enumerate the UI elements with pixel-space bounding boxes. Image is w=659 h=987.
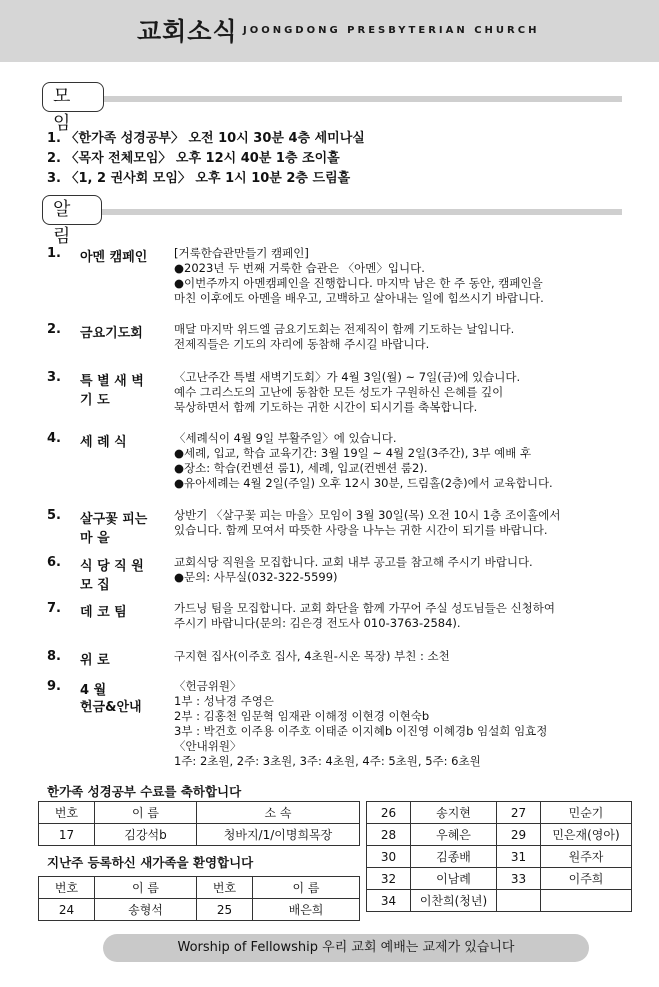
notice-item-baptism — [47, 431, 637, 493]
table-cell: 31 — [497, 846, 541, 868]
completion-table-title: 한가족 성경공부 수료를 축하합니다 — [47, 784, 242, 799]
notice-item-cafeteria-staff — [47, 555, 637, 593]
notice-item-deco-team — [47, 601, 637, 633]
notice-item-campaign — [47, 246, 637, 306]
table-header-cell: 이 름 — [253, 877, 360, 899]
table-cell: 이주희 — [541, 868, 632, 890]
notice-label: 금요기도회 — [80, 326, 143, 341]
table-cell: 민순기 — [541, 802, 632, 824]
table-cell: 이찬희(청년) — [411, 890, 497, 912]
table-row — [367, 824, 632, 846]
table-cell: 송형석 — [95, 899, 197, 921]
table-row — [39, 824, 360, 846]
table-cell: 30 — [367, 846, 411, 868]
table-cell — [497, 890, 541, 912]
table-cell: 17 — [39, 824, 95, 846]
table-cell: 27 — [497, 802, 541, 824]
notice-label: 4 월 헌금&안내 — [80, 683, 142, 715]
table-row — [39, 899, 360, 921]
notice-content: [거룩한습관만들기 캠페인] ●2023년 두 번째 거룩한 습관은 〈아멘〉입니다. ●이번주까지 아멘캠페인을 진행합니다. 마지막 남은 한 주 동안, 캠페인을 마친 이후에도 아멘을 배우고, 고백하고 살아내는 일에 힘쓰시기 바랍니다. — [174, 246, 544, 305]
notice-item-dawn-prayer — [47, 370, 637, 416]
notice-item-apricot-village — [47, 508, 637, 546]
table-header-cell: 이 름 — [95, 877, 197, 899]
notice-number: 4. — [47, 431, 61, 446]
header-banner — [0, 0, 659, 62]
table-cell: 33 — [497, 868, 541, 890]
completion-table — [38, 801, 360, 846]
table-cell — [541, 890, 632, 912]
notice-number: 6. — [47, 555, 61, 570]
notice-label: 데 코 팀 — [80, 605, 127, 620]
notice-label: 식 당 직 원 모 집 — [80, 559, 144, 593]
meetings-section-title: 모 임 — [42, 82, 104, 112]
table-cell: 32 — [367, 868, 411, 890]
table-cell: 24 — [39, 899, 95, 921]
notice-content: 교회식당 직원을 모집합니다. 교회 내부 공고를 참고해 주시기 바랍니다. ●문의: 사무실(032-322-5599) — [174, 555, 533, 584]
notice-content: 〈헌금위원〉 1부 : 성낙경 주영은 2부 : 김홍천 임문혁 임재관 이해정 이현경 이현숙b 3부 : 박건호 이주용 이주호 이태준 이지혜b 이진영 이혜경b 임설희 임효정 〈안내위원〉 1주: 2초원, 2주: 3초원, 3주: 4초원, 4주: 5초원, 5주: 6초원 — [174, 679, 548, 768]
notice-content: 가드닝 팀을 모집합니다. 교회 화단을 함께 가꾸어 주실 성도님들은 신청하여 주시기 바랍니다(문의: 김은경 전도사 010-3763-2584). — [174, 601, 555, 630]
notice-label: 특 별 새 벽 기 도 — [80, 374, 144, 408]
notice-content: 〈고난주간 특별 새벽기도회〉가 4월 3일(월) ~ 7일(금)에 있습니다. 예수 그리스도의 고난에 동참한 모든 성도가 구원하신 은혜를 깊이 묵상하면서 함께 기도하는 귀한 시간이 되시기를 축복합니다. — [174, 370, 521, 414]
table-cell: 이남례 — [411, 868, 497, 890]
notice-number: 1. — [47, 246, 61, 261]
table-cell: 우혜은 — [411, 824, 497, 846]
table-cell: 29 — [497, 824, 541, 846]
table-row — [367, 868, 632, 890]
church-name: JOONGDONG PRESBYTERIAN CHURCH — [243, 25, 540, 36]
table-header-cell: 번호 — [39, 802, 95, 824]
table-header-cell: 소 속 — [197, 802, 360, 824]
table-row — [367, 890, 632, 912]
notice-label: 살구꽃 피는 마 을 — [80, 512, 148, 546]
notice-label: 위 로 — [80, 653, 110, 668]
table-cell: 배은희 — [253, 899, 360, 921]
notice-number: 8. — [47, 649, 61, 664]
notice-label: 아멘 캠페인 — [80, 250, 148, 265]
table-cell: 28 — [367, 824, 411, 846]
notice-content: 매달 마지막 위드엘 금요기도회는 전제직이 함께 기도하는 날입니다. 전제직들은 기도의 자리에 동참해 주시길 바랍니다. — [174, 322, 515, 351]
notice-number: 9. — [47, 679, 61, 694]
notice-item-condolence — [47, 649, 637, 667]
table-header-row — [39, 877, 360, 899]
table-header-cell: 번호 — [197, 877, 253, 899]
footer-banner: Worship of Fellowship 우리 교회 예배는 교제가 있습니다 — [103, 934, 589, 962]
notice-number: 7. — [47, 601, 61, 616]
notices-section-bar — [102, 209, 622, 215]
table-cell: 원주자 — [541, 846, 632, 868]
table-cell: 김종배 — [411, 846, 497, 868]
table-cell: 민은재(영아) — [541, 824, 632, 846]
table-cell: 34 — [367, 890, 411, 912]
table-row — [367, 846, 632, 868]
table-row — [367, 802, 632, 824]
table-cell: 김강석b — [95, 824, 197, 846]
table-cell: 25 — [197, 899, 253, 921]
table-cell: 송지현 — [411, 802, 497, 824]
notice-number: 5. — [47, 508, 61, 523]
notice-item-friday-prayer — [47, 322, 637, 354]
page-title: 교회소식 — [137, 17, 238, 46]
notice-item-offering-guide — [47, 679, 637, 771]
table-header-row — [39, 802, 360, 824]
table-cell: 청바지/1/이명희목장 — [197, 824, 360, 846]
meeting-item: 1. 〈한가족 성경공부〉 오전 10시 30분 4층 세미나실 — [47, 131, 365, 146]
meeting-item: 2. 〈목자 전체모임〉 오후 12시 40분 1층 조이홀 — [47, 151, 340, 166]
notice-content: 〈세례식이 4월 9일 부활주일〉에 있습니다. ●세례, 입교, 학습 교육기간: 3월 19일 ~ 4월 2일(3주간), 3부 예배 후 ●장소: 학습(컨벤션 룸1), 세례, 입교(컨벤션 룸2). ●유아세례는 4월 2일(주일) 오후 12시 30분, 드림홀(2층)에서 교육합니다. — [174, 431, 553, 490]
newcomer-table — [38, 876, 360, 921]
newcomer-table-continued — [366, 801, 632, 912]
notice-label: 세 례 식 — [80, 435, 127, 450]
table-header-cell: 번호 — [39, 877, 95, 899]
newcomer-table-title: 지난주 등록하신 새가족을 환영합니다 — [47, 855, 254, 870]
meeting-item: 3. 〈1, 2 권사회 모임〉 오후 1시 10분 2층 드림홀 — [47, 171, 351, 186]
notice-content: 상반기 〈살구꽃 피는 마을〉모임이 3월 30일(목) 오전 10시 1층 조이홀에서 있습니다. 함께 모여서 따뜻한 사랑을 나누는 귀한 시간이 되기를 바랍니다. — [174, 508, 561, 537]
notice-content: 구지현 집사(이주호 집사, 4초원-시온 목장) 부친 : 소천 — [174, 649, 450, 663]
table-header-cell: 이 름 — [95, 802, 197, 824]
notice-number: 2. — [47, 322, 61, 337]
notice-number: 3. — [47, 370, 61, 385]
table-cell: 26 — [367, 802, 411, 824]
notices-section-title: 알 림 — [42, 195, 102, 225]
meetings-section-bar — [102, 96, 622, 102]
